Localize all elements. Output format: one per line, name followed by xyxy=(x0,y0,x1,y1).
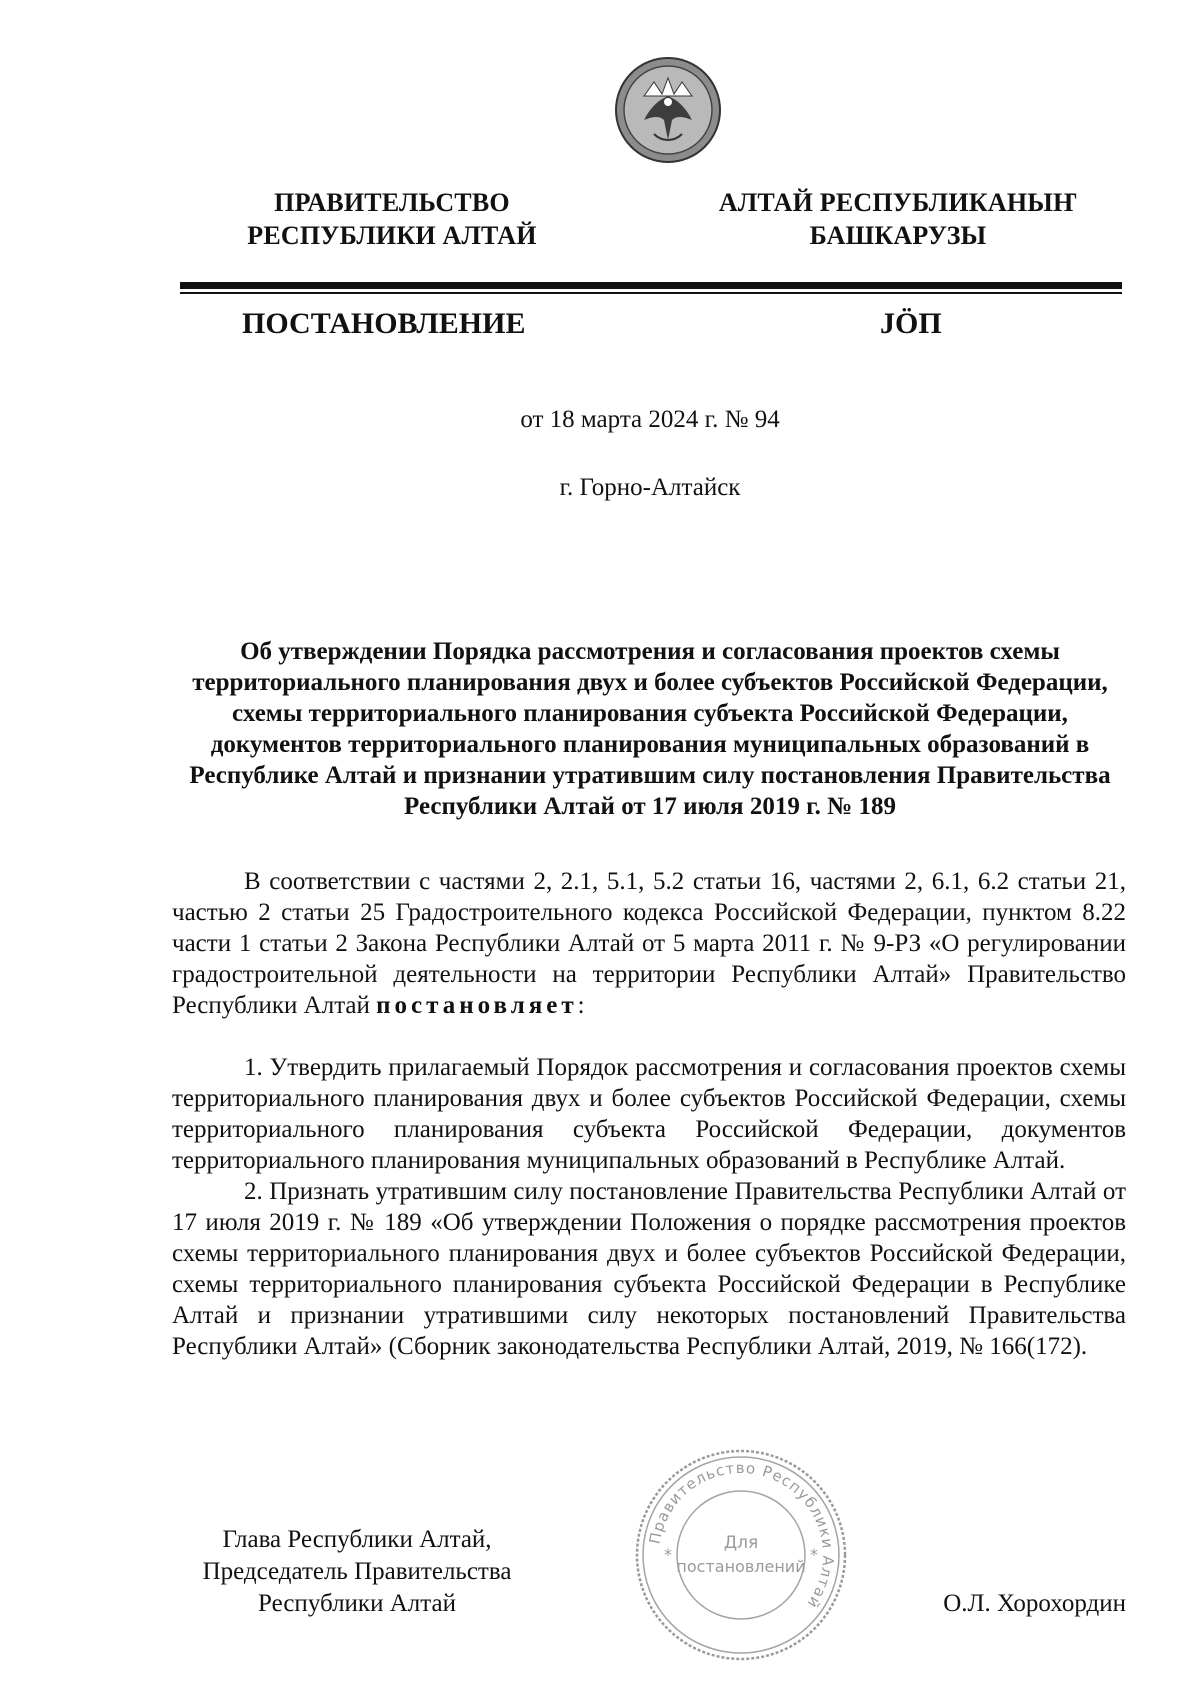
stamp-star-right-icon: * xyxy=(810,1545,818,1564)
preamble xyxy=(172,866,1126,1021)
signatory-title-line2: Председатель Правительства xyxy=(202,1558,512,1585)
signatory-name: О.Л. Хорохордин xyxy=(943,1590,1126,1617)
doc-type-altai: JÖП xyxy=(880,307,942,340)
signatory-title-line1: Глава Республики Алтай, xyxy=(222,1526,492,1553)
signatory-title xyxy=(172,1524,542,1620)
header-right xyxy=(708,186,1088,252)
header-left-line1: ПРАВИТЕЛЬСТВО xyxy=(274,188,510,217)
stamp-center-line1: Для xyxy=(723,1533,759,1553)
header-left-line2: РЕСПУБЛИКИ АЛТАЙ xyxy=(247,221,537,250)
preamble-emphasis: постановляет xyxy=(376,992,578,1019)
stamp-star-left-icon: * xyxy=(664,1545,672,1564)
resolution-items xyxy=(172,1052,1126,1362)
doc-type-russian: ПОСТАНОВЛЕНИЕ xyxy=(242,307,526,340)
preamble-paragraph xyxy=(172,866,1126,1021)
document-city: г. Горно-Алтайск xyxy=(559,474,741,501)
resolution-item-1: 1. Утвердить прилагаемый Порядок рассмотрения и согласования проектов схемы территориального планирования двух и более субъектов Российской Федерации, схемы территориального планирования субъекта Российской Федерации, документов территориального планирования муниципальных образований в Республике Алтай. xyxy=(172,1054,1126,1174)
header-right-line2: БАШКАРУЗЫ xyxy=(809,221,987,250)
coat-of-arms-emblem-icon xyxy=(614,56,722,164)
preamble-tail: : xyxy=(577,992,585,1019)
header-left xyxy=(212,186,572,252)
document-title: Об утверждении Порядка рассмотрения и согласования проектов схемы территориального планирования двух и более субъектов Российской Федерации, схемы территориального планирования субъекта Российской Федерации, документов территориального планирования муниципальных образований в Республике Алтай и признании утратившим силу постановления Правительства Республики Алтай от 17 июля 2019 г. № 189 xyxy=(189,638,1111,820)
document-date-number: от 18 марта 2024 г. № 94 xyxy=(520,406,780,433)
header-divider-thick xyxy=(180,282,1122,289)
signatory-title-line3: Республики Алтай xyxy=(258,1590,456,1617)
resolution-item-2: 2. Признать утратившим силу постановление Правительства Республики Алтай от 17 июля 2019 г. № 189 «Об утверждении Положения о порядке рассмотрения проектов схемы территориального планирования двух и более субъектов Российской Федерации, схемы территориального планирования субъекта Российской Федерации в Республике Алтай и признании утратившими силу некоторых постановлений Правительства Республики Алтай» (Сборник законодательства Республики Алтай, 2019, № 166(172). xyxy=(172,1178,1126,1360)
header-right-line1: АЛТАЙ РЕСПУБЛИКАНЫҤ xyxy=(718,188,1078,217)
official-stamp-icon xyxy=(634,1448,848,1662)
preamble-text: В соответствии с частями 2, 2.1, 5.1, 5.2 статьи 16, частями 2, 6.1, 6.2 статьи 21, частью 2 статьи 25 Градостроительного кодекса Российской Федерации, пунктом 8.22 части 1 статьи 2 Закона Республики Алтай от 5 марта 2011 г. № 9-РЗ «О регулировании градостроительной деятельности на территории Республики Алтай» Правительство Республики Алтай xyxy=(172,868,1126,1019)
header-divider-thin xyxy=(180,292,1122,294)
stamp-ring-text: Правительство Республики Алтай xyxy=(645,1458,838,1613)
stamp-center-line2: постановлений xyxy=(676,1557,806,1576)
